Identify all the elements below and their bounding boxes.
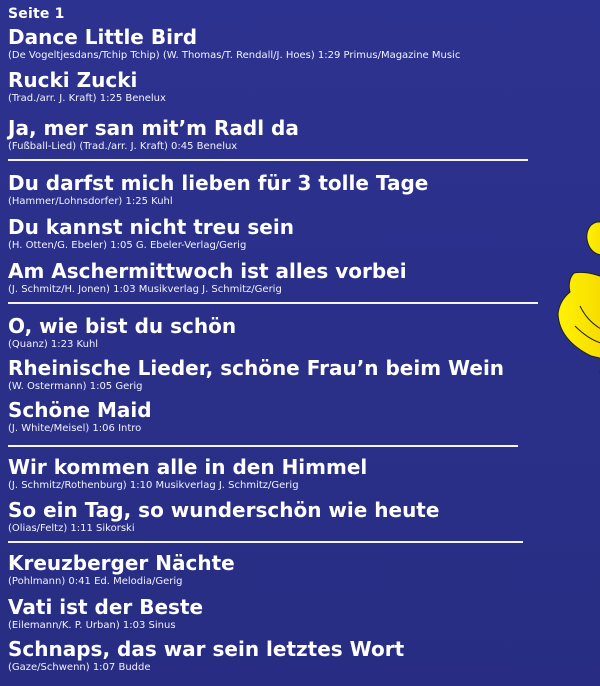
- track-meta: (Olias/Feltz) 1:11 Sikorski: [8, 523, 135, 534]
- track-6: [8, 259, 588, 296]
- track-5: [8, 215, 588, 252]
- track-meta: (Eilemann/K. P. Urban) 1:03 Sinus: [8, 620, 176, 631]
- section-divider: [8, 445, 518, 447]
- track-title: So ein Tag, so wunderschön wie heute: [8, 498, 440, 522]
- track-title: Dance Little Bird: [8, 25, 198, 49]
- track-title: Vati ist der Beste: [8, 595, 204, 619]
- track-title: O, wie bist du schön: [8, 314, 237, 338]
- track-meta: (Hammer/Lohnsdorfer) 1:25 Kuhl: [8, 196, 173, 207]
- track-meta: (J. White/Meisel) 1:06 Intro: [8, 423, 142, 434]
- track-title: Wir kommen alle in den Himmel: [8, 455, 368, 479]
- track-meta: (W. Ostermann) 1:05 Gerig: [8, 381, 143, 392]
- side-label: Seite 1: [8, 6, 65, 22]
- section-divider: [8, 541, 523, 543]
- track-title: Schnaps, das war sein letztes Wort: [8, 637, 405, 661]
- track-title: Rheinische Lieder, schöne Frau’n beim Wein: [8, 356, 505, 380]
- track-1: [8, 25, 588, 62]
- track-title: Schöne Maid: [8, 398, 152, 422]
- track-4: [8, 171, 588, 208]
- track-meta: (Gaze/Schwenn) 1:07 Budde: [8, 662, 151, 673]
- track-11: [8, 498, 588, 535]
- track-title: Du darfst mich lieben für 3 tolle Tage: [8, 171, 429, 195]
- track-meta: (De Vogeltjesdans/Tchip Tchip) (W. Thomas/T. Rendall/J. Hoes) 1:29 Primus/Magazine Music: [8, 50, 461, 61]
- section-divider: [8, 159, 528, 161]
- track-meta: (Pohlmann) 0:41 Ed. Melodia/Gerig: [8, 576, 183, 587]
- track-title: Du kannst nicht treu sein: [8, 215, 294, 239]
- track-meta: (J. Schmitz/H. Jonen) 1:03 Musikverlag J. Schmitz/Gerig: [8, 284, 282, 295]
- duck-illustration: [550, 222, 600, 380]
- track-7: [8, 314, 588, 351]
- section-divider: [8, 302, 538, 304]
- track-10: [8, 455, 588, 492]
- track-title: Rucki Zucki: [8, 68, 138, 92]
- track-12: [8, 551, 588, 588]
- track-3: [8, 116, 588, 153]
- track-meta: (J. Schmitz/Rothenburg) 1:10 Musikverlag J. Schmitz/Gerig: [8, 480, 299, 491]
- track-14: [8, 637, 588, 674]
- track-meta: (Fußball-Lied) (Trad./arr. J. Kraft) 0:45 Benelux: [8, 141, 238, 152]
- track-13: [8, 595, 588, 632]
- track-title: Kreuzberger Nächte: [8, 551, 235, 575]
- track-meta: (H. Otten/G. Ebeler) 1:05 G. Ebeler-Verlag/Gerig: [8, 240, 247, 251]
- track-2: [8, 68, 588, 105]
- track-title: Ja, mer san mit’m Radl da: [8, 116, 299, 140]
- track-9: [8, 398, 588, 435]
- track-meta: (Trad./arr. J. Kraft) 1:25 Benelux: [8, 93, 166, 104]
- track-meta: (Quanz) 1:23 Kuhl: [8, 339, 99, 350]
- track-8: [8, 356, 588, 393]
- track-title: Am Aschermittwoch ist alles vorbei: [8, 259, 407, 283]
